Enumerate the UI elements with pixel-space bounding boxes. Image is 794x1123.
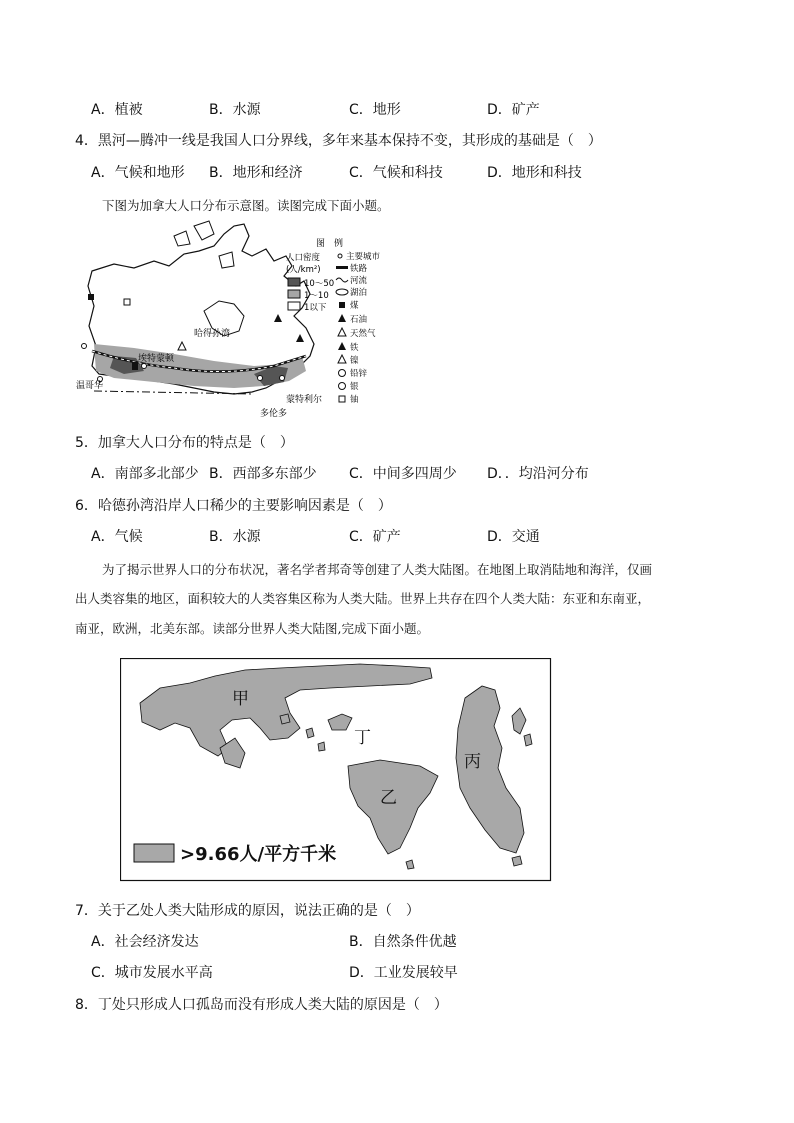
- city-icon: [258, 376, 263, 381]
- q4-option-d[interactable]: D．地形和科技: [487, 165, 582, 181]
- city-icon: [82, 344, 87, 349]
- q7-option-d[interactable]: D．工业发展较早: [349, 965, 458, 981]
- place-toronto: 多伦多: [260, 409, 288, 419]
- q4-option-c[interactable]: C．气候和科技: [349, 165, 443, 181]
- human-intro-line-2: 出人类容集的地区，面积较大的人类容集区称为人类大陆。世界上共存在四个人类大陆：东亚和东南亚，: [75, 591, 651, 606]
- q7-options-row-2: [0, 962, 794, 984]
- legend-density-label: 人口密度: [286, 253, 321, 263]
- q4-stem-row: [0, 130, 794, 152]
- legend-uranium-icon: [339, 396, 345, 402]
- legend-rail-icon: [336, 266, 348, 269]
- q6-option-a[interactable]: A．气候: [91, 529, 143, 545]
- legend-swatch: [134, 844, 174, 862]
- legend-silver-icon: [339, 383, 346, 390]
- small-island: [318, 742, 325, 751]
- legend-uranium: 铀: [350, 395, 359, 405]
- q7-options-row-1: [0, 931, 794, 953]
- legend-density-unit: (人/km²): [286, 265, 321, 275]
- q5-options-row: [0, 463, 794, 485]
- legend-iron-icon: [338, 342, 346, 350]
- place-vancouver: 温哥华: [76, 381, 104, 391]
- canada-population-map: [74, 216, 394, 421]
- q3-option-d[interactable]: D．矿产: [487, 102, 540, 118]
- q6-option-d[interactable]: D．交通: [487, 529, 540, 545]
- q3-option-b[interactable]: B．水源: [209, 102, 261, 118]
- q6-options-row: [0, 526, 794, 548]
- canada-map-svg: [74, 216, 394, 421]
- q5-stem: 5．加拿大人口分布的特点是（ ）: [75, 435, 294, 451]
- legend-oil-icon: [338, 314, 346, 322]
- legend-silver: 银: [350, 382, 359, 392]
- q3-option-a[interactable]: A．植被: [91, 102, 143, 118]
- q6-option-c[interactable]: C．矿产: [349, 529, 401, 545]
- small-island: [280, 714, 290, 724]
- q7-option-b[interactable]: B．自然条件优越: [349, 934, 457, 950]
- city-icon: [142, 364, 147, 369]
- q5-stem-row: [0, 432, 794, 454]
- label-jia: 甲: [232, 689, 249, 709]
- q5-option-c[interactable]: C．中间多四周少: [349, 466, 457, 482]
- q4-option-b[interactable]: B．地形和经济: [209, 165, 303, 181]
- q7-option-c[interactable]: C．城市发展水平高: [91, 965, 213, 981]
- legend-river-icon: [336, 278, 348, 282]
- legend-lake: 湖泊: [350, 288, 368, 298]
- legend-coal-icon: [339, 302, 345, 308]
- legend-gas-icon: [338, 328, 346, 336]
- human-intro-line-1: 为了揭示世界人口的分布状况，著名学者邦奇等创建了人类大陆图。在地图上取消陆地和海洋，仅画: [102, 562, 653, 577]
- legend-nickel: 镍: [350, 356, 359, 366]
- legend-gas: 天然气: [350, 329, 376, 339]
- q6-option-b[interactable]: B．水源: [209, 529, 261, 545]
- legend-leadzinc-icon: [339, 370, 346, 377]
- legend-rail: 铁路: [350, 264, 368, 274]
- q7-stem-row: [0, 900, 794, 922]
- uranium-icon: [124, 299, 130, 305]
- place-edmonton: 埃特蒙顿: [138, 354, 175, 364]
- q7-option-a[interactable]: A．社会经济发达: [91, 934, 199, 950]
- legend-river: 河流: [350, 276, 368, 286]
- q5-option-a[interactable]: A．南部多北部少: [91, 466, 199, 482]
- legend-title: 图 例: [316, 239, 344, 249]
- legend-leadzinc: 铅锌: [350, 369, 368, 379]
- q6-stem: 6．哈德孙湾沿岸人口稀少的主要影响因素是（ ）: [75, 498, 392, 514]
- q4-stem: 4．黑河—腾冲一线是我国人口分界线，多年来基本保持不变，其形成的基础是（ ）: [75, 133, 602, 149]
- q8-stem-row: [0, 994, 794, 1016]
- q5-option-b[interactable]: B．西部多东部少: [209, 466, 317, 482]
- human-continent-map: [120, 658, 552, 882]
- legend-iron: 铁: [350, 343, 359, 353]
- q3-options-row: [0, 99, 794, 121]
- q4-options-row: [0, 162, 794, 184]
- legend-density-high: 10～50: [304, 279, 335, 289]
- human-intro-line-3: 南亚，欧洲，北美东部。读部分世界人类大陆图,完成下面小题。: [75, 621, 429, 636]
- legend-lake-icon: [336, 289, 348, 295]
- legend-nickel-icon: [338, 355, 346, 363]
- q3-option-c[interactable]: C．地形: [349, 102, 401, 118]
- legend-label: >9.66人/平方千米: [180, 844, 337, 865]
- coal-icon: [88, 294, 94, 300]
- q6-stem-row: [0, 495, 794, 517]
- q4-option-a[interactable]: A．气候和地形: [91, 165, 185, 181]
- legend-oil: 石油: [350, 315, 368, 325]
- q7-stem: 7．关于乙处人类大陆形成的原因，说法正确的是（ ）: [75, 903, 420, 919]
- q8-stem: 8．丁处只形成人口孤岛而没有形成人类大陆的原因是（ ）: [75, 997, 448, 1013]
- legend-coal: 煤: [350, 301, 359, 311]
- place-hudson-bay: 哈得孙湾: [194, 329, 231, 339]
- legend-density-low: 1以下: [304, 303, 327, 313]
- legend-city: 主要城市: [346, 252, 381, 262]
- q5-option-d[interactable]: D．．均沿河分布: [487, 466, 589, 482]
- label-bing: 丙: [464, 752, 481, 772]
- canada-intro: 下图为加拿大人口分布示意图。读图完成下面小题。: [102, 198, 390, 213]
- human-continent-map-svg: [120, 658, 552, 882]
- city-icon: [280, 376, 285, 381]
- place-montreal: 蒙特利尔: [286, 395, 323, 405]
- legend-density-mid: 1～10: [304, 291, 329, 301]
- label-yi: 乙: [380, 788, 397, 808]
- legend-city-icon: [338, 254, 342, 258]
- small-island: [512, 856, 522, 866]
- label-ding: 丁: [354, 728, 371, 748]
